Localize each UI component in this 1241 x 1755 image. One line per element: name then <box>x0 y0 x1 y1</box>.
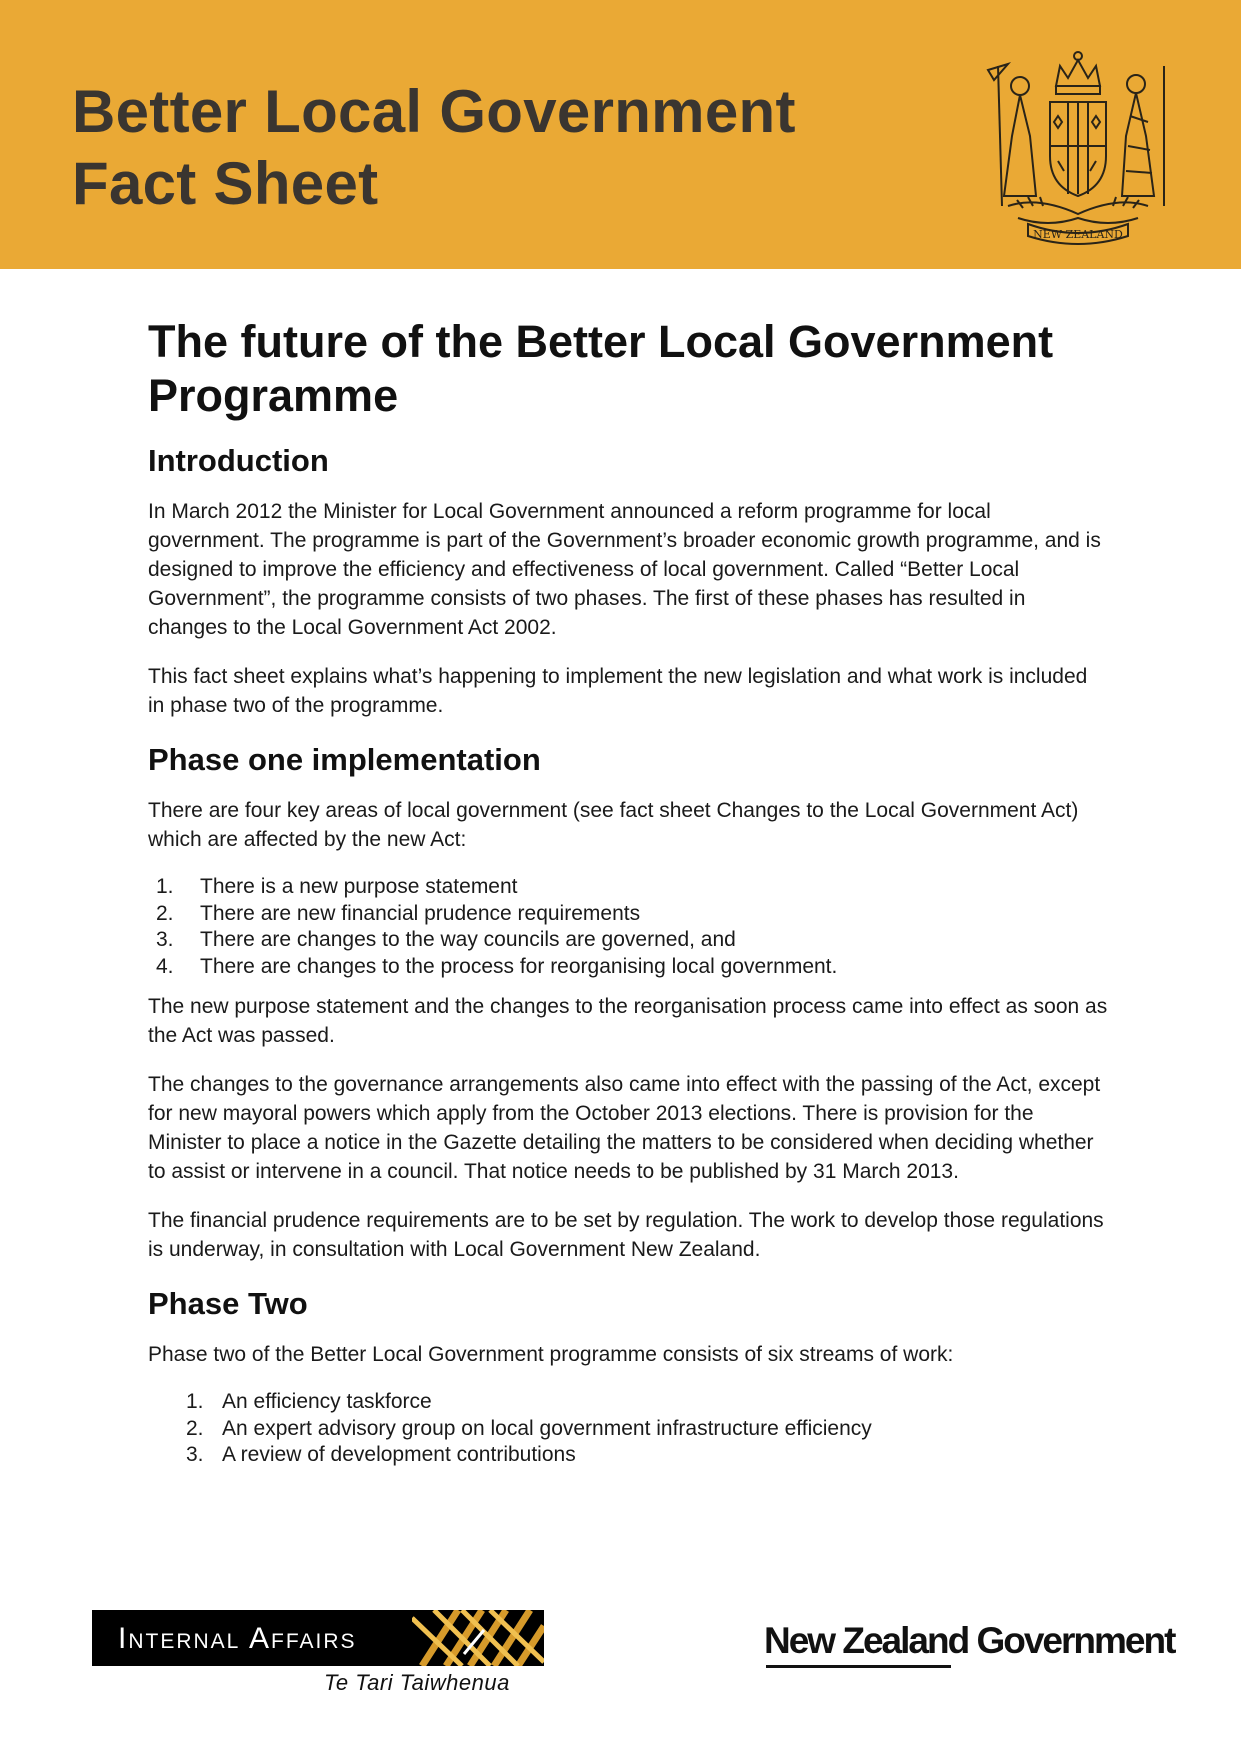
section-heading-phase-two: Phase Two <box>148 1286 308 1321</box>
weave-pattern-icon <box>412 1610 544 1666</box>
main-content <box>148 315 1108 1481</box>
list-item-text: There is a new purpose statement <box>200 875 518 898</box>
list-item <box>148 1416 1108 1443</box>
header-title-line-2: Fact Sheet <box>72 150 379 217</box>
list-item-number: 2. <box>156 901 174 925</box>
phase-one-list <box>148 874 1108 980</box>
phase-two-intro: Phase two of the Better Local Government programme consists of six streams of work: <box>148 1343 954 1366</box>
phase-one-paragraph-1: The new purpose statement and the changes to the reorganisation process came into effect as soon as the Act was passed. <box>148 995 1108 1047</box>
coat-of-arms-icon <box>978 46 1178 246</box>
phase-one-paragraph-2: The changes to the governance arrangements also came into effect with the passing of the Act, except for new mayoral powers which apply from the October 2013 elections. There is provision for the Minister to place a notice in the Gazette detailing the matters to be considered when deciding whether to assist or intervene in a council. That notice needs to be published by 31 March 2013. <box>148 1073 1101 1183</box>
list-item-text: An expert advisory group on local government infrastructure efficiency <box>222 1416 872 1440</box>
nz-government-logo: New Zealand Government <box>764 1620 1175 1661</box>
section-heading-introduction: Introduction <box>148 443 329 478</box>
page-title: The future of the Better Local Government Programme <box>148 316 1054 421</box>
list-item-text: There are changes to the way councils are governed, and <box>200 928 736 951</box>
document-type-title <box>72 76 796 220</box>
list-item <box>148 927 1108 954</box>
phase-one-intro: There are four key areas of local government (see fact sheet Changes to the Local Government Act) which are affected by the new Act: <box>148 799 1079 851</box>
list-item-text: There are changes to the process for reorganising local government. <box>200 954 838 978</box>
list-item-text: A review of development contributions <box>222 1443 576 1466</box>
list-item <box>148 954 1108 981</box>
nz-government-underline <box>766 1665 951 1668</box>
internal-affairs-logo <box>92 1610 544 1700</box>
list-item-number: 2. <box>186 1416 204 1440</box>
list-item-number: 4. <box>156 954 174 978</box>
list-item <box>148 1442 1108 1469</box>
list-item <box>148 1389 1108 1416</box>
list-item-text: There are new financial prudence requirements <box>200 901 641 925</box>
list-item <box>148 874 1108 901</box>
section-heading-phase-one: Phase one implementation <box>148 742 541 777</box>
internal-affairs-maori-name: Te Tari Taiwhenua <box>324 1670 510 1695</box>
phase-two-list <box>148 1389 1108 1469</box>
list-item-number: 1. <box>186 1390 204 1413</box>
header-title-line-1: Better Local Government <box>72 78 796 145</box>
list-item-number: 1. <box>156 875 174 898</box>
header-band <box>0 0 1241 269</box>
phase-one-paragraph-3: The financial prudence requirements are to be set by regulation. The work to develop those regulations is underway, in consultation with Local Government New Zealand. <box>148 1209 1104 1261</box>
list-item <box>148 901 1108 928</box>
list-item-text: An efficiency taskforce <box>222 1390 432 1413</box>
internal-affairs-name: Internal Affairs <box>118 1622 357 1655</box>
list-item-number: 3. <box>186 1443 204 1466</box>
list-item-number: 3. <box>156 928 174 951</box>
intro-paragraph-2: This fact sheet explains what’s happening to implement the new legislation and what work is included in phase two of the programme. <box>148 665 1088 717</box>
intro-paragraph-1: In March 2012 the Minister for Local Government announced a reform programme for local government. The programme is part of the Government’s broader economic growth programme, and is designed to improve the efficiency and effectiveness of local government. Called “Better Local Government”, the programme consists of two phases. The first of these phases has resulted in changes to the Local Government Act 2002. <box>148 500 1101 639</box>
crest-scroll-text: NEW ZEALAND <box>1033 228 1123 241</box>
